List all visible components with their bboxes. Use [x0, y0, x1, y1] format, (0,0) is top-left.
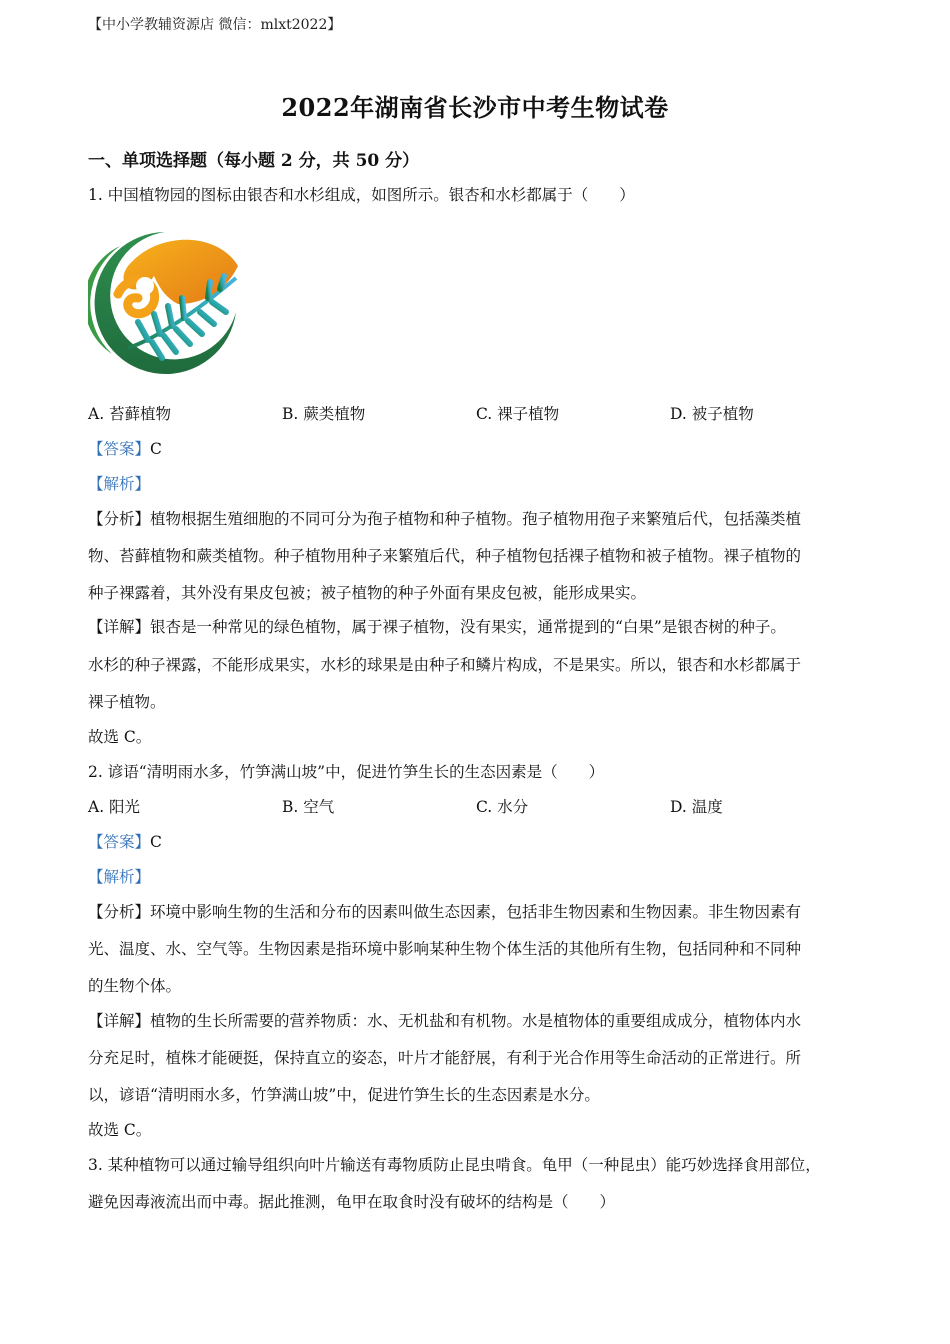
section-heading: 一、单项选择题（每小题 2 分，共 50 分）	[88, 151, 420, 171]
option-a: A. 阳光	[88, 798, 141, 816]
question-2-stem: 2. 谚语“清明雨水多，竹笋满山坡”中，促进竹笋生长的生态因素是（ ）	[88, 763, 605, 781]
question-1-conclusion: 故选 C。	[88, 728, 152, 746]
question-1-stem: 1. 中国植物园的图标由银杏和水杉组成，如图所示。银杏和水杉都属于（ ）	[88, 186, 635, 204]
answer-tag: 【答案】	[88, 833, 151, 851]
page-title: 2022年湖南省长沙市中考生物试卷	[281, 93, 669, 122]
botanical-garden-logo-image	[88, 226, 242, 380]
option-d: D. 温度	[670, 798, 723, 816]
option-c: C. 裸子植物	[476, 405, 560, 423]
option-b: B. 蕨类植物	[282, 405, 366, 423]
option-d: D. 被子植物	[670, 405, 754, 423]
question-2-analysis-line: 光、温度、水、空气等。生物因素是指环境中影响某种生物个体生活的其他所有生物，包括同种和不同种	[88, 940, 802, 958]
question-2-analysis-line: 的生物个体。	[88, 977, 182, 995]
question-3-stem: 避免因毒液流出而中毒。据此推测，龟甲在取食时没有破坏的结构是（ ）	[88, 1193, 616, 1211]
question-2-analysis-tag: 【解析】	[88, 868, 151, 886]
question-2-detail-line: 分充足时，植株才能硬挺，保持直立的姿态，叶片才能舒展，有利于光合作用等生命活动的正常进行。所	[88, 1049, 802, 1067]
question-1-analysis-line: 【分析】植物根据生殖细胞的不同可分为孢子植物和种子植物。孢子植物用孢子来繁殖后代，包括藻类植	[88, 510, 802, 528]
question-1-detail-line: 裸子植物。	[88, 693, 166, 711]
question-2-answer	[88, 830, 162, 852]
question-1-answer	[88, 437, 162, 459]
question-1-analysis-line: 物、苔藓植物和蕨类植物。种子植物用种子来繁殖后代，种子植物包括裸子植物和被子植物。裸子植物的	[88, 547, 802, 565]
question-2-detail-line: 以，谚语“清明雨水多，竹笋满山坡”中，促进竹笋生长的生态因素是水分。	[88, 1086, 600, 1104]
answer-value: C	[150, 440, 162, 458]
question-1-detail-line: 【详解】银杏是一种常见的绿色植物，属于裸子植物，没有果实，通常提到的“白果”是银杏树的种子。	[88, 618, 786, 636]
option-a: A. 苔藓植物	[88, 405, 172, 423]
header-note: 【中小学教辅资源店 微信：mlxt2022】	[88, 17, 342, 33]
option-b: B. 空气	[282, 798, 335, 816]
question-3-stem: 3. 某种植物可以通过输导组织向叶片输送有毒物质防止昆虫啃食。龟甲（一种昆虫）能巧妙选择食用部位，	[88, 1156, 821, 1174]
question-2-conclusion: 故选 C。	[88, 1121, 152, 1139]
option-c: C. 水分	[476, 798, 529, 816]
question-2-analysis-line: 【分析】环境中影响生物的生活和分布的因素叫做生态因素，包括非生物因素和生物因素。非生物因素有	[88, 903, 802, 921]
question-1-detail-line: 水杉的种子裸露，不能形成果实，水杉的球果是由种子和鳞片构成，不是果实。所以，银杏和水杉都属于	[88, 656, 802, 674]
answer-value: C	[150, 833, 162, 851]
question-1-analysis-line: 种子裸露着，其外没有果皮包被；被子植物的种子外面有果皮包被，能形成果实。	[88, 584, 647, 602]
question-2-detail-line: 【详解】植物的生长所需要的营养物质：水、无机盐和有机物。水是植物体的重要组成成分，植物体内水	[88, 1012, 802, 1030]
answer-tag: 【答案】	[88, 440, 151, 458]
question-1-analysis-tag: 【解析】	[88, 475, 151, 493]
